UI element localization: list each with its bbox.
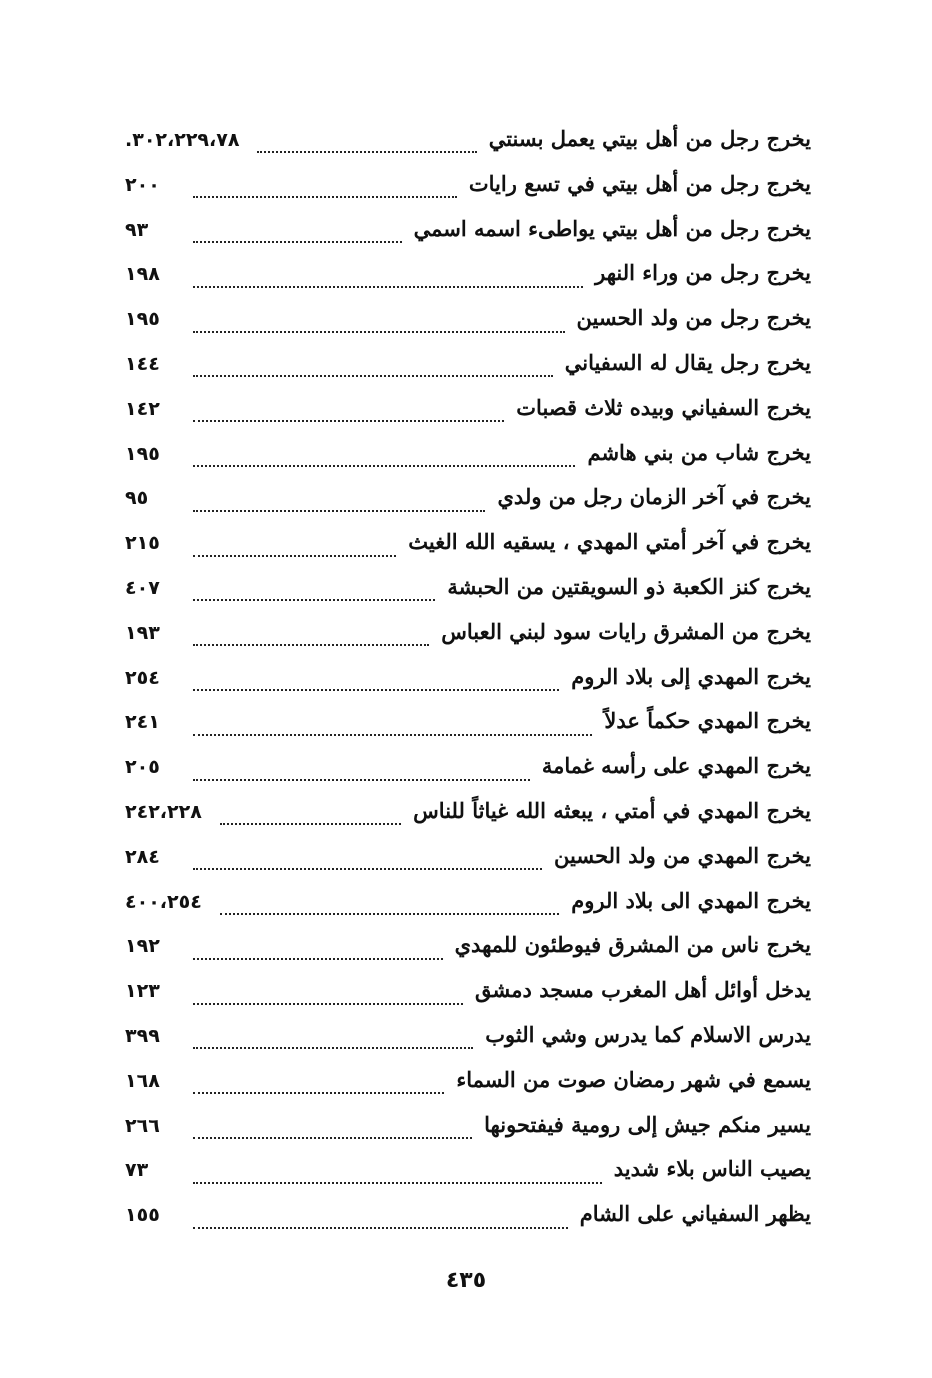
dot-leader (193, 689, 559, 691)
dot-leader (193, 599, 435, 601)
dot-leader (193, 331, 565, 333)
dot-leader (220, 823, 401, 825)
index-entry (125, 798, 811, 843)
index-entry (125, 888, 811, 933)
entry-title: يخرج المهدي من ولد الحسين (554, 842, 811, 868)
entry-page-refs: ١٤٢ (125, 397, 160, 420)
entry-title: يخرج المهدي إلى بلاد الروم (571, 663, 811, 689)
dot-leader (193, 420, 504, 422)
entry-page-refs: ٢٠٥ (125, 756, 160, 779)
entry-title: يخرج رجل يقال له السفياني (564, 349, 811, 375)
index-entry (125, 350, 811, 395)
entry-page-refs: ٢٠٠ (125, 173, 160, 196)
dot-leader (193, 1137, 472, 1139)
dot-leader (193, 734, 592, 736)
entry-title: يخرج في آخر الزمان رجل من ولدي (497, 484, 811, 510)
entry-title: يسير منكم جيش إلى رومية فيفتحونها (484, 1111, 811, 1137)
dot-leader (257, 151, 476, 153)
entry-title: يخرج المهدي الى بلاد الروم (571, 887, 811, 913)
dot-leader (193, 958, 443, 960)
entry-title: يظهر السفياني على الشام (579, 1201, 811, 1227)
entry-page-refs: ١٥٥ (125, 1204, 160, 1227)
entry-title: يخرج المهدي في أمتي ، يبعثه الله غياثاً للناس (413, 797, 811, 823)
dot-leader (193, 868, 542, 870)
entry-title: يخرج ناس من المشرق فيوطئون للمهدي (454, 932, 811, 958)
entry-page-refs: ٤٠٧ (125, 576, 160, 599)
entry-page-refs: ٧٣ (125, 1159, 149, 1182)
dot-leader (193, 644, 429, 646)
entry-title: يدخل أوائل أهل المغرب مسجد دمشق (475, 977, 811, 1003)
dot-leader (193, 465, 575, 467)
entry-title: يخرج المهدي حكماً عدلاً (604, 708, 811, 734)
entry-page-refs: ١٩٥ (125, 308, 160, 331)
entry-page-refs: ١٩٣ (125, 621, 160, 644)
entry-page-refs: ٢٤٢،٢٢٨ (125, 800, 202, 823)
dot-leader (193, 1003, 463, 1005)
dot-leader (193, 375, 553, 377)
entry-page-refs: ١٩٢ (125, 935, 160, 958)
entry-page-refs: ٢٨٤ (125, 845, 160, 868)
index-entry (125, 260, 811, 305)
entry-page-refs: ١٤٤ (125, 352, 160, 375)
entry-title: يخرج شاب من بني هاشم (587, 439, 811, 465)
index-entry (125, 1022, 811, 1067)
index-entry (125, 305, 811, 350)
index-entry (125, 932, 811, 977)
entry-page-refs: ١٢٣ (125, 980, 160, 1003)
dot-leader (193, 1182, 602, 1184)
entry-title: يخرج رجل من ولد الحسين (576, 305, 811, 331)
entry-page-refs: ١٦٨ (125, 1069, 160, 1092)
dot-leader (193, 555, 396, 557)
index-entry (125, 216, 811, 261)
dot-leader (193, 1092, 444, 1094)
entry-page-refs: ٩٥ (125, 487, 149, 510)
index-entry (125, 664, 811, 709)
index-entry (125, 126, 811, 171)
index-list (125, 126, 811, 1246)
entry-page-refs: ٢١٥ (125, 532, 160, 555)
entry-title: يصيب الناس بلاء شديد (613, 1156, 811, 1182)
entry-title: يخرج رجل من أهل بيتي في تسع رايات (468, 170, 811, 196)
entry-page-refs: ٩٣ (125, 218, 149, 241)
dot-leader (193, 510, 485, 512)
entry-page-refs: ٣٩٩ (125, 1024, 160, 1047)
entry-page-refs: ٢٤١ (125, 711, 160, 734)
entry-title: يسمع في شهر رمضان صوت من السماء (456, 1066, 811, 1092)
page-number: ٤٣٥ (445, 1268, 487, 1293)
index-entry (125, 574, 811, 619)
index-entry (125, 171, 811, 216)
dot-leader (193, 779, 530, 781)
index-entry (125, 395, 811, 440)
entry-title: يخرج رجل من أهل بيتي يعمل بسنتي (488, 126, 811, 151)
index-entry (125, 484, 811, 529)
index-entry (125, 440, 811, 485)
index-entry (125, 1201, 811, 1246)
index-entry (125, 843, 811, 888)
index-entry (125, 977, 811, 1022)
index-entry (125, 1156, 811, 1201)
dot-leader (193, 286, 583, 288)
entry-page-refs: ٢٦٦ (125, 1114, 160, 1137)
index-entry (125, 1112, 811, 1157)
dot-leader (193, 241, 402, 243)
entry-page-refs: ٤٠٠،٢٥٤ (125, 890, 202, 913)
entry-page-refs: ١٩٥ (125, 442, 160, 465)
dot-leader (220, 913, 559, 915)
entry-title: يخرج السفياني وبيده ثلاث قصبات (516, 394, 811, 420)
dot-leader (193, 1047, 473, 1049)
dot-leader (193, 196, 457, 198)
index-entry (125, 708, 811, 753)
dot-leader (193, 1227, 568, 1229)
entry-page-refs: ٢٥٤ (125, 666, 160, 689)
entry-title: يخرج المهدي على رأسه غمامة (541, 753, 811, 779)
index-entry (125, 529, 811, 574)
entry-title: يخرج في آخر أمتي المهدي ، يسقيه الله الغيث (408, 529, 811, 555)
entry-title: يخرج من المشرق رايات سود لبني العباس (441, 618, 811, 644)
index-entry (125, 619, 811, 664)
entry-title: يدرس الاسلام كما يدرس وشي الثوب (485, 1021, 811, 1047)
entry-title: يخرج رجل من أهل بيتي يواطىء اسمه اسمي (413, 215, 811, 241)
index-entry (125, 753, 811, 798)
entry-title: يخرج كنز الكعبة ذو السويقتين من الحبشة (447, 573, 811, 599)
entry-page-refs: ١٩٨ (125, 263, 160, 286)
entry-title: يخرج رجل من وراء النهر (595, 260, 811, 286)
index-entry (125, 1067, 811, 1112)
entry-page-refs: ٣٠٢،٢٢٩،٧٨. (125, 129, 240, 151)
